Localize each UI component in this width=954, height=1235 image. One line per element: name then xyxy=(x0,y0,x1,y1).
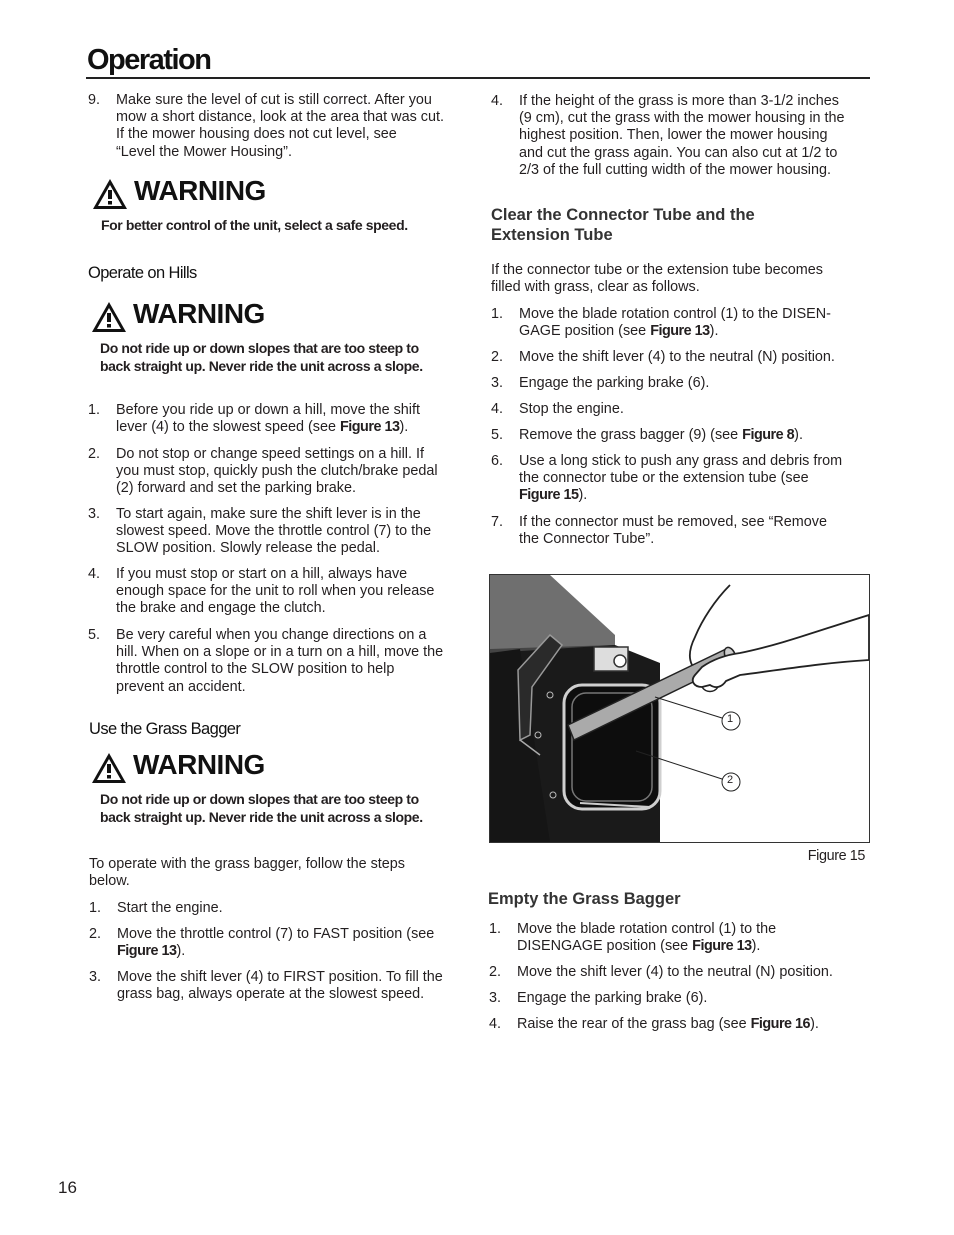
list-item: 2. Move the throttle control (7) to FAST position (see Figure 13). xyxy=(89,926,435,960)
list-item: 2. Move the shift lever (4) to the neutral (N) position. xyxy=(491,349,835,365)
list-item: 2. Do not stop or change speed settings on a hill. If you must stop, quickly push the clutch/brake pedal (2) forward and set the parking brake. xyxy=(88,446,438,497)
callout-2: 2 xyxy=(727,774,734,786)
paragraph: To operate with the grass bagger, follow the steps below. xyxy=(89,856,405,890)
list-item: 1. Before you ride up or down a hill, move the shift lever (4) to the slowest speed (see Figure 13). xyxy=(88,402,420,436)
callout-1: 1 xyxy=(727,713,734,725)
list-item: 5. Remove the grass bagger (9) (see Figure 8). xyxy=(491,427,803,443)
list-item: 1. Start the engine. xyxy=(89,900,223,916)
list-item: 4. Stop the engine. xyxy=(491,401,624,417)
list-item: 3. Move the shift lever (4) to FIRST position. To fill the grass bag, always operate at the slowest speed. xyxy=(89,969,443,1003)
section-heading: Empty the Grass Bagger xyxy=(488,890,681,908)
figure-15-illustration xyxy=(489,574,870,843)
list-item: 9. Make sure the level of cut is still correct. After you mow a short distance, look at the area that was cut. If the mower housing does not cut level, see “Level the Mower Housing”. xyxy=(88,92,444,160)
warning-triangle-icon xyxy=(91,752,127,784)
warning-text: For better control of the unit, select a safe speed. xyxy=(101,217,408,233)
list-item: 3. To start again, make sure the shift lever is in the slowest speed. Move the throttle control (7) to the SLOW position. Slowly release the pedal. xyxy=(88,506,432,557)
figure-link[interactable]: Figure 13 xyxy=(117,943,177,960)
figure-link[interactable]: Figure 13 xyxy=(650,323,710,340)
list-item: 4. If you must stop or start on a hill, always have enough space for the unit to roll when you release the brake and engage the clutch. xyxy=(88,566,435,617)
page-title: Operation xyxy=(87,44,211,76)
list-item: 7. If the connector must be removed, see “Remove the Connector Tube”. xyxy=(491,514,827,548)
figure-link[interactable]: Figure 16 xyxy=(750,1016,811,1032)
list-item: 4. If the height of the grass is more than 3-1/2 inches (9 cm), cut the grass with the mower housing in the highest position. Then, lower the mower housing and cut the grass again. You can also cut at 1/2 to 2/3 of the full cutting width of the mower housing. xyxy=(491,93,845,178)
figure-caption: Figure 15 xyxy=(807,848,865,864)
list-item: 2. Move the shift lever (4) to the neutral (N) position. xyxy=(489,964,833,980)
title-rule xyxy=(86,77,870,79)
warning-text: Do not ride up or down slopes that are too steep to back straight up. Never ride the unit across a slope. xyxy=(100,791,423,825)
warning-text: Do not ride up or down slopes that are too steep to back straight up. Never ride the unit across a slope. xyxy=(100,340,423,374)
list-item: 6. Use a long stick to push any grass and debris from the connector tube or the extension tube (see Figure 15). xyxy=(491,453,843,504)
page-number: 16 xyxy=(58,1178,77,1197)
paragraph: If the connector tube or the extension tube becomes filled with grass, clear as follows. xyxy=(491,262,823,296)
section-heading: Use the Grass Bagger xyxy=(89,720,241,738)
warning-triangle-icon xyxy=(92,178,128,210)
figure-link[interactable]: Figure 13 xyxy=(339,419,400,436)
section-heading: Clear the Connector Tube and the Extension Tube xyxy=(491,206,755,244)
list-item: 1. Move the blade rotation control (1) to the DISEN- GAGE position (see Figure 13). xyxy=(491,306,831,340)
connector-tube-drawing xyxy=(490,575,869,842)
list-item: 3. Engage the parking brake (6). xyxy=(491,375,710,391)
figure-link[interactable]: Figure 8 xyxy=(742,427,795,443)
section-heading: Operate on Hills xyxy=(88,264,197,282)
figure-link[interactable]: Figure 13 xyxy=(692,938,752,955)
warning-triangle-icon xyxy=(91,301,127,333)
figure-link[interactable]: Figure 15 xyxy=(519,487,579,504)
list-item: 3. Engage the parking brake (6). xyxy=(489,990,708,1006)
list-item: 5. Be very careful when you change directions on a hill. When on a slope or in a turn on a hill, move the throttle control to the SLOW position to help prevent an accident. xyxy=(88,627,444,695)
list-item: 1. Move the blade rotation control (1) to the DISENGAGE position (see Figure 13). xyxy=(489,921,777,955)
list-item: 4. Raise the rear of the grass bag (see Figure 16). xyxy=(489,1016,819,1032)
